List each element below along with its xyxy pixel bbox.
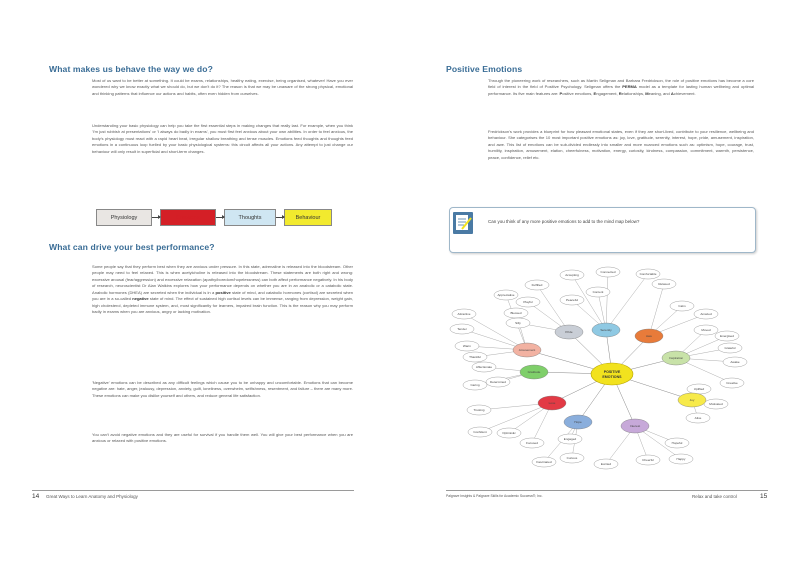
hub-label: Hope: [574, 420, 582, 425]
leaf-label: Optimistic: [502, 431, 516, 435]
arrow-icon: [276, 217, 284, 218]
center-node: [591, 363, 633, 385]
paragraph: Some people say that they perform best when they are anxious under pressure. In this state, adrenaline is released into the bloodstream. Other people may need to feel relaxed. This is when acetylcholine is released into the bloodstream. These statements are both right and wrong: excessive arousal (fear/aggression) and excessive relaxation (apathy/boredom/hopelessness) can both affect performance negatively. In his body of research, neuroscientist Dr Alan Watkins explores how your performance depends on whether you are in an anabolic or a catabolic state. Anabolic hormones (DHEA) are secreted when the individual is in a positive state of mind, and catabolic hormones (cortisol) are secreted when you are in a so-called negative state of mind. The effect of sustained high cortisol levels can be immense, ranging from depression, weight gain, high cholesterol, depleted immune system, and, most significantly for learners, impaired brain function. This is the reason why you may perform badly in exams when you are anxious, angry or lacking motivation.: [92, 264, 353, 315]
hub-node-interest: [621, 419, 649, 433]
leaf-node: [506, 318, 530, 328]
leaf-label: Energised: [720, 334, 734, 338]
leaf-label: Attractive: [457, 312, 471, 316]
leaf-label: Determined: [490, 380, 506, 384]
hub-node-serenity: [592, 323, 620, 337]
leaf-label: Warm: [462, 344, 472, 348]
flow-box-emotions: Emotions: [160, 209, 216, 226]
leaf-node: [718, 343, 742, 353]
hub-label: Serenity: [600, 328, 612, 333]
leaf-node: [452, 309, 476, 319]
leaf-label: Connected: [600, 270, 616, 274]
connector-line: [537, 285, 569, 332]
leaf-node: [494, 290, 518, 300]
leaf-label: Curious: [566, 456, 578, 460]
connector-line: [606, 272, 608, 330]
leaf-label: Silly: [515, 321, 521, 325]
leaf-node: [694, 325, 718, 335]
leaf-node: [694, 309, 718, 319]
paragraph: You can't avoid negative emotions and they are useful for survival if you handle them well. You will give your best performance when you are anxious or relaxed with positive emotions.: [92, 432, 353, 444]
leaf-node: [532, 457, 556, 467]
question-box: [449, 207, 756, 253]
leaf-node: [636, 455, 660, 465]
hub-node-awe: [635, 329, 663, 343]
hub-node-gratitude: [520, 365, 548, 379]
leaf-label: Relaxed: [658, 282, 670, 286]
leaf-node: [686, 413, 710, 423]
leaf-label: Excited: [600, 462, 612, 466]
leaf-node: [596, 267, 620, 277]
flow-box-thoughts: Thoughts: [224, 209, 276, 226]
leaf-node: [687, 384, 711, 394]
leaf-label: Tender: [457, 327, 467, 331]
footer-divider: [446, 490, 768, 491]
paragraph: Fredrickson's work provides a blueprint for how pleasant emotional states, even if they are short-lived, contribute to your resilience, wellbeing and behaviour. She categorises the 10 most important positive emotions as: joy, love, gratitude, serenity, interest, hope, pride, amusement, inspiration, and awe. This list of emotions can be sub-divided endlessly into smaller and more nuanced emotions such as: optimism, hope, courage, trust, humility, inspiration, amusement, elation, cheerfulness, motivation, energy, curiosity, kindness, compassion, commitment, warmth, persistence, peace, confidence, relief etc.: [488, 129, 754, 160]
leaf-node: [636, 269, 660, 279]
leaf-label: Content: [592, 290, 604, 294]
leaf-label: Cheerful: [642, 458, 654, 462]
leaf-node: [720, 378, 744, 388]
leaf-node: [516, 297, 540, 307]
hub-node-amusement: [513, 343, 541, 357]
hub-label: Gratitude: [527, 370, 541, 375]
leaf-node: [463, 352, 487, 362]
leaf-label: Focused: [526, 441, 538, 445]
leaf-label: Thankful: [469, 355, 481, 359]
leaf-node: [652, 279, 676, 289]
hub-label: Amusement: [518, 348, 536, 353]
hub-node-hope: [564, 415, 592, 429]
paragraph: Understanding your basic physiology can help you take the first essential steps in making changes that really last. For example, when you think 'I'm just rubbish at presentations' or 'I always do badly in exams', you must first feel anxious about your own abilities. In order to feel anxious, the body's physiology must react with a rapid heart beat, irregular shallow breathing and tense muscles. Emotions feed thoughts and thoughts feed emotions in a continuous loop fuelled by your basic physiological systems: this circuit affects all your actions. Any attempt to just change our behaviour will only result in superficial and short-term changes.: [92, 123, 353, 154]
leaf-node: [525, 280, 549, 290]
leaf-node: [520, 438, 544, 448]
question-prompt: Can you think of any more positive emotions to add to the mind map below?: [488, 219, 640, 224]
flow-box-behaviour: Behaviour: [284, 209, 332, 226]
leaf-node: [704, 399, 728, 409]
paragraph: Most of us want to be better at something. It could be exams, relationships, healthy eating, exercise, being organised, whatever! Have you ever wondered why we know exactly what we should do, but we don't do it? The reason is that we may be unaware of the strong physical, emotional and thinking patterns that influence our actions and habits, often even hidden from ourselves.: [92, 78, 353, 96]
hub-label: Awe: [646, 334, 652, 339]
paragraph: 'Negative' emotions can be described as any difficult feelings which cause you to be unhappy and uncomfortable. Emotions that can become negative are: hate, anger, jealousy, depression, anxiety, guilt, loneliness, overwhelm, selfishness, resentment, and failure – there are many more. These emotions can make you dislike yourself and others, and reduce general life satisfaction.: [92, 380, 353, 398]
leaf-node: [560, 270, 584, 280]
hub-label: Inspiration: [668, 356, 684, 361]
leaf-node: [467, 405, 491, 415]
leaf-node: [669, 454, 693, 464]
leaf-label: Comfortable: [639, 272, 657, 276]
arrow-icon: [152, 217, 160, 218]
leaf-node: [463, 380, 487, 390]
leaf-label: Blessed: [510, 311, 522, 315]
leaf-node: [594, 459, 618, 469]
leaf-node: [455, 341, 479, 351]
paragraph: Through the pioneering work of researchers, such as Martin Seligman and Barbara Fredrickson, the role of positive emotions has become a core field of interest in the field of Positive Psychology. Seligman offers the PERMA model as a template for lasting human wellbeing and optimal performance. Its five main features are: Positive emotions, Engagement, Relationships, Meaning, and Achievement.: [488, 78, 754, 96]
leaf-label: Alive: [694, 416, 702, 420]
connector-line: [649, 284, 664, 336]
leaf-label: Motivated: [709, 402, 723, 406]
leaf-node: [665, 438, 689, 448]
center-label: EMOTIONS: [602, 375, 622, 379]
leaf-label: Peaceful: [565, 298, 579, 302]
page-number: 15: [760, 493, 768, 500]
leaf-node: [486, 377, 510, 387]
leaf-node: [670, 301, 694, 311]
leaf-node: [497, 428, 521, 438]
leaf-node: [560, 295, 584, 305]
leaf-node: [472, 362, 496, 372]
heading-positive-emotions: Positive Emotions: [446, 64, 523, 74]
hub-node-inspiration: [662, 351, 690, 365]
leaf-node: [586, 287, 610, 297]
leaf-label: Affectionate: [475, 365, 493, 369]
leaf-label: Playful: [523, 300, 533, 304]
mind-map-center: [591, 363, 633, 385]
leaf-label: Trusting: [473, 408, 485, 412]
leaf-label: Hopeful: [671, 441, 683, 445]
leaf-node: [723, 357, 747, 367]
center-label: POSITIVE: [603, 370, 621, 374]
leaf-node: [504, 308, 528, 318]
hub-label: Love: [548, 401, 556, 406]
positive-emotions-mind-map: [444, 262, 756, 484]
flow-box-physiology: Physiology: [96, 209, 152, 226]
leaf-node: [558, 434, 582, 444]
footer-text: Relax and take control: [692, 494, 737, 499]
leaf-label: Amazed: [700, 312, 712, 316]
arrow-icon: [216, 217, 224, 218]
leaf-label: Fulfilled: [531, 283, 543, 287]
leaf-label: Caring: [470, 383, 480, 387]
leaf-label: Engaged: [563, 437, 577, 441]
footer-divider: [32, 490, 354, 491]
hub-label: Pride: [565, 330, 573, 335]
leaf-label: Moved: [701, 328, 711, 332]
footer-text: Great Ways to Learn Anatomy and Physiology: [46, 494, 138, 499]
leaf-label: Uplifted: [693, 387, 705, 391]
leaf-node: [560, 453, 584, 463]
leaf-label: Accepting: [565, 273, 579, 277]
leaf-label: Calm: [678, 304, 686, 308]
leaf-label: Happy: [676, 457, 686, 461]
leaf-label: Fascinated: [536, 460, 552, 464]
leaf-node: [715, 331, 739, 341]
footer-text: Palgrave Insights & Palgrave Skills for Academic Success®, Inc.: [446, 494, 543, 498]
heading-performance: What can drive your best performance?: [49, 242, 215, 252]
leaf-label: Creative: [726, 381, 738, 385]
leaf-label: Confident: [473, 430, 487, 434]
leaf-node: [468, 427, 492, 437]
leaf-node: [450, 324, 474, 334]
page-number: 14: [32, 493, 40, 500]
pencil-note-icon: [453, 212, 473, 234]
heading-behaviour: What makes us behave the way we do?: [49, 64, 213, 74]
hub-label: Interest: [629, 424, 641, 429]
hub-label: Joy: [689, 398, 695, 403]
leaf-label: Appreciative: [497, 293, 515, 297]
physiology-flow-diagram: [96, 209, 332, 226]
connector-line: [606, 274, 648, 330]
hub-node-pride: [555, 325, 583, 339]
leaf-label: Grateful: [724, 346, 736, 350]
hub-node-love: [538, 396, 566, 410]
leaf-label: Awake: [730, 360, 740, 364]
hub-node-joy: [678, 393, 706, 407]
